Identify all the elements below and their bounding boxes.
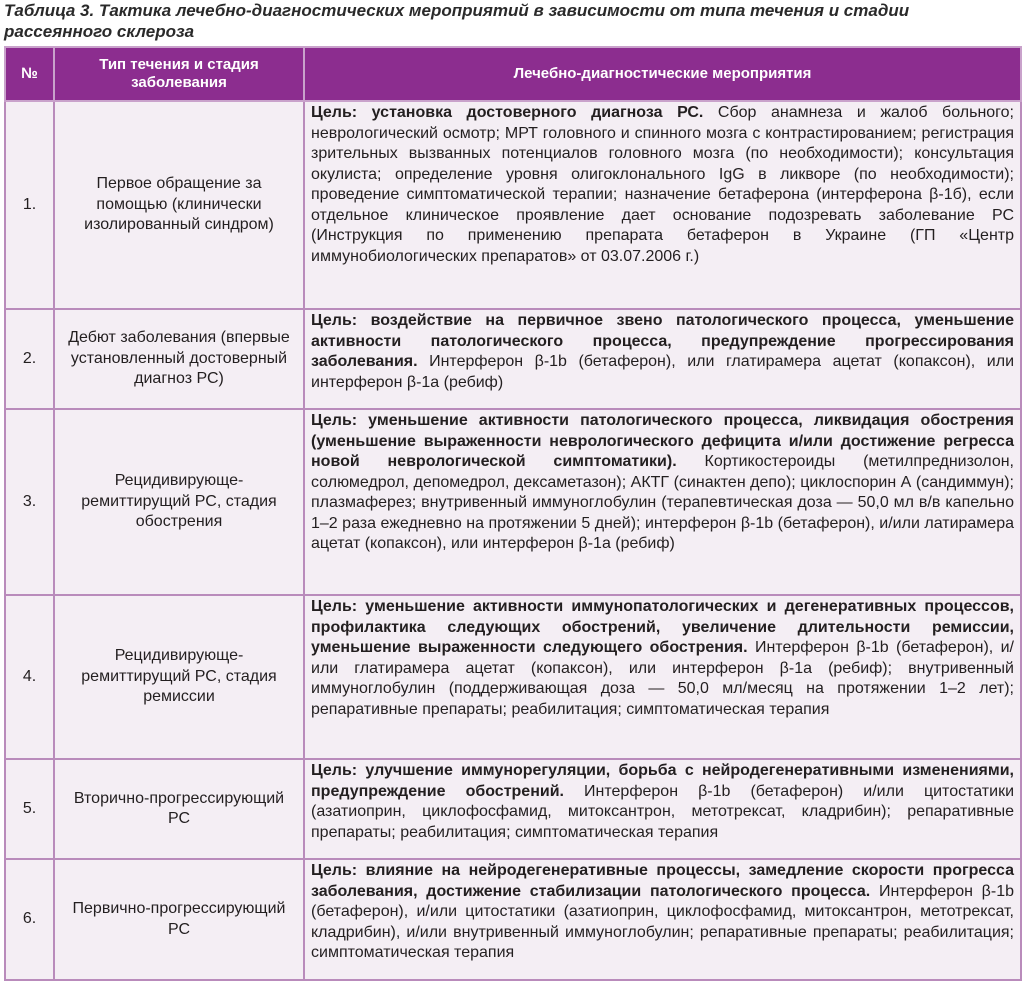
measures-table bbox=[4, 46, 1022, 981]
measures-text: Интерферон β-1b (бетаферон), и/или цитостатики (азатиоприн, циклофосфамид, митоксантрон, метотрексат, кладрибин), и/или внутривенный иммуноглобулин; репаративные препараты; реабилитация; симптоматическая терапия bbox=[311, 882, 1014, 961]
table-row bbox=[5, 409, 1021, 595]
course-type: Первично-прогрессирующий РС bbox=[54, 859, 304, 980]
course-type: Рецидивирующе-ремиттирущий РС, стадия обострения bbox=[54, 409, 304, 595]
measures-text: Интерферон β-1b (бетаферон), или глатирамера ацетат (копаксон), или интерферон β-1а (ребиф) bbox=[311, 353, 1014, 391]
table-row bbox=[5, 859, 1021, 980]
goal-text: Цель: установка достоверного диагноза РС. bbox=[311, 104, 704, 121]
table-row bbox=[5, 309, 1021, 409]
measures-cell bbox=[304, 409, 1021, 595]
table-row bbox=[5, 759, 1021, 859]
measures-cell bbox=[304, 101, 1021, 309]
course-type: Первое обращение за помощью (клинически изолированный синдром) bbox=[54, 101, 304, 309]
measures-text: Интерферон β-1b (бетаферон), и/или глатирамера ацетат (копаксон), или интерферон β-1а (ребиф); внутривенный иммуноглобулин (поддерживающая доза — 50,0 мл/месяц на протяжении 1–2 лет); репаративные препараты; реабилитация; симптоматическая терапия bbox=[311, 639, 1015, 718]
header-type: Тип течения и стадия заболевания bbox=[54, 47, 304, 101]
goal-text: Цель: уменьшение активности патологического процесса, ликвидация обострения (уменьшение выраженности неврологического дефицита и/или достижение регресса новой неврологической симптоматики). bbox=[311, 412, 1014, 470]
goal-text: Цель: улучшение иммунорегуляции, борьба с нейродегенеративными изменениями, предупреждение обострений. bbox=[311, 762, 1014, 800]
course-type: Рецидивирующе-ремиттирущий РС, стадия ремиссии bbox=[54, 595, 304, 759]
row-number: 6. bbox=[5, 859, 54, 980]
measures-text: Сбор анамнеза и жалоб больного; неврологический осмотр; МРТ головного и спинного мозга с контрастированием; регистрация зрительных вызванных потенциалов головного мозга (по необходимости); консультация окулиста; определение уровня олигоклонального IgG в ликворе (по необходимости); проведение симптоматической терапии; назначение бетаферона (интерферона β-1б), если отдельное клиническое проявление дает основание подозревать заболевание РС (Инструкция по применению препарата бетаферон в Украине (ГП «Центр иммунобиологических препаратов» от 03.07.2006 г.) bbox=[311, 104, 1015, 265]
row-number: 4. bbox=[5, 595, 54, 759]
goal-text: Цель: уменьшение активности иммунопатологических и дегенеративных процессов, профилактика следующих обострений, увеличение длительности ремиссии, уменьшение выраженности следующего обострения. bbox=[311, 598, 1014, 656]
table-row bbox=[5, 101, 1021, 309]
measures-cell bbox=[304, 859, 1021, 980]
row-number: 5. bbox=[5, 759, 54, 859]
goal-text: Цель: влияние на нейродегенеративные процессы, замедление скорости прогресса заболевания, достижение стабилизации патологического процесса. bbox=[311, 862, 1014, 900]
course-type: Дебют заболевания (впервые установленный достоверный диагноз РС) bbox=[54, 309, 304, 409]
row-number: 3. bbox=[5, 409, 54, 595]
row-number: 1. bbox=[5, 101, 54, 309]
goal-text: Цель: воздействие на первичное звено патологического процесса, уменьшение активности патологического процесса, предупреждение прогрессирования заболевания. bbox=[311, 312, 1014, 370]
course-type: Вторично-прогрессирующий РС bbox=[54, 759, 304, 859]
header-measures: Лечебно-диагностические мероприятия bbox=[304, 47, 1021, 101]
table-row bbox=[5, 595, 1021, 759]
measures-cell bbox=[304, 309, 1021, 409]
row-number: 2. bbox=[5, 309, 54, 409]
table-caption: Таблица 3. Тактика лечебно-диагностических мероприятий в зависимости от типа течения и стадии рассеянного склероза bbox=[4, 1, 910, 41]
measures-cell bbox=[304, 759, 1021, 859]
measures-text: Интерферон β-1b (бетаферон) и/или цитостатики (азатиоприн, циклофосфамид, митоксантрон, метотрексат, кладрибин); репаративные препараты; реабилитация; симптоматическая терапия bbox=[311, 782, 1015, 841]
measures-text: Кортикостероиды (метилпреднизолон, солюмедрол, депомедрол, дексаметазон); АКТГ (синактен депо); циклоспорин А (сандиммун); плазмаферез; внутривенный иммуноглобулин (терапевтическая доза — 50,0 мл в/в капельно 1–2 раза ежедневно на протяжении 5 дней); интерферон β-1b (бетаферон), и/или латирамера ацетат (копаксон), или интерферон β-1а (ребиф) bbox=[311, 453, 1014, 552]
measures-cell bbox=[304, 595, 1021, 759]
header-num: № bbox=[5, 47, 54, 101]
table-header-row bbox=[5, 47, 1021, 101]
